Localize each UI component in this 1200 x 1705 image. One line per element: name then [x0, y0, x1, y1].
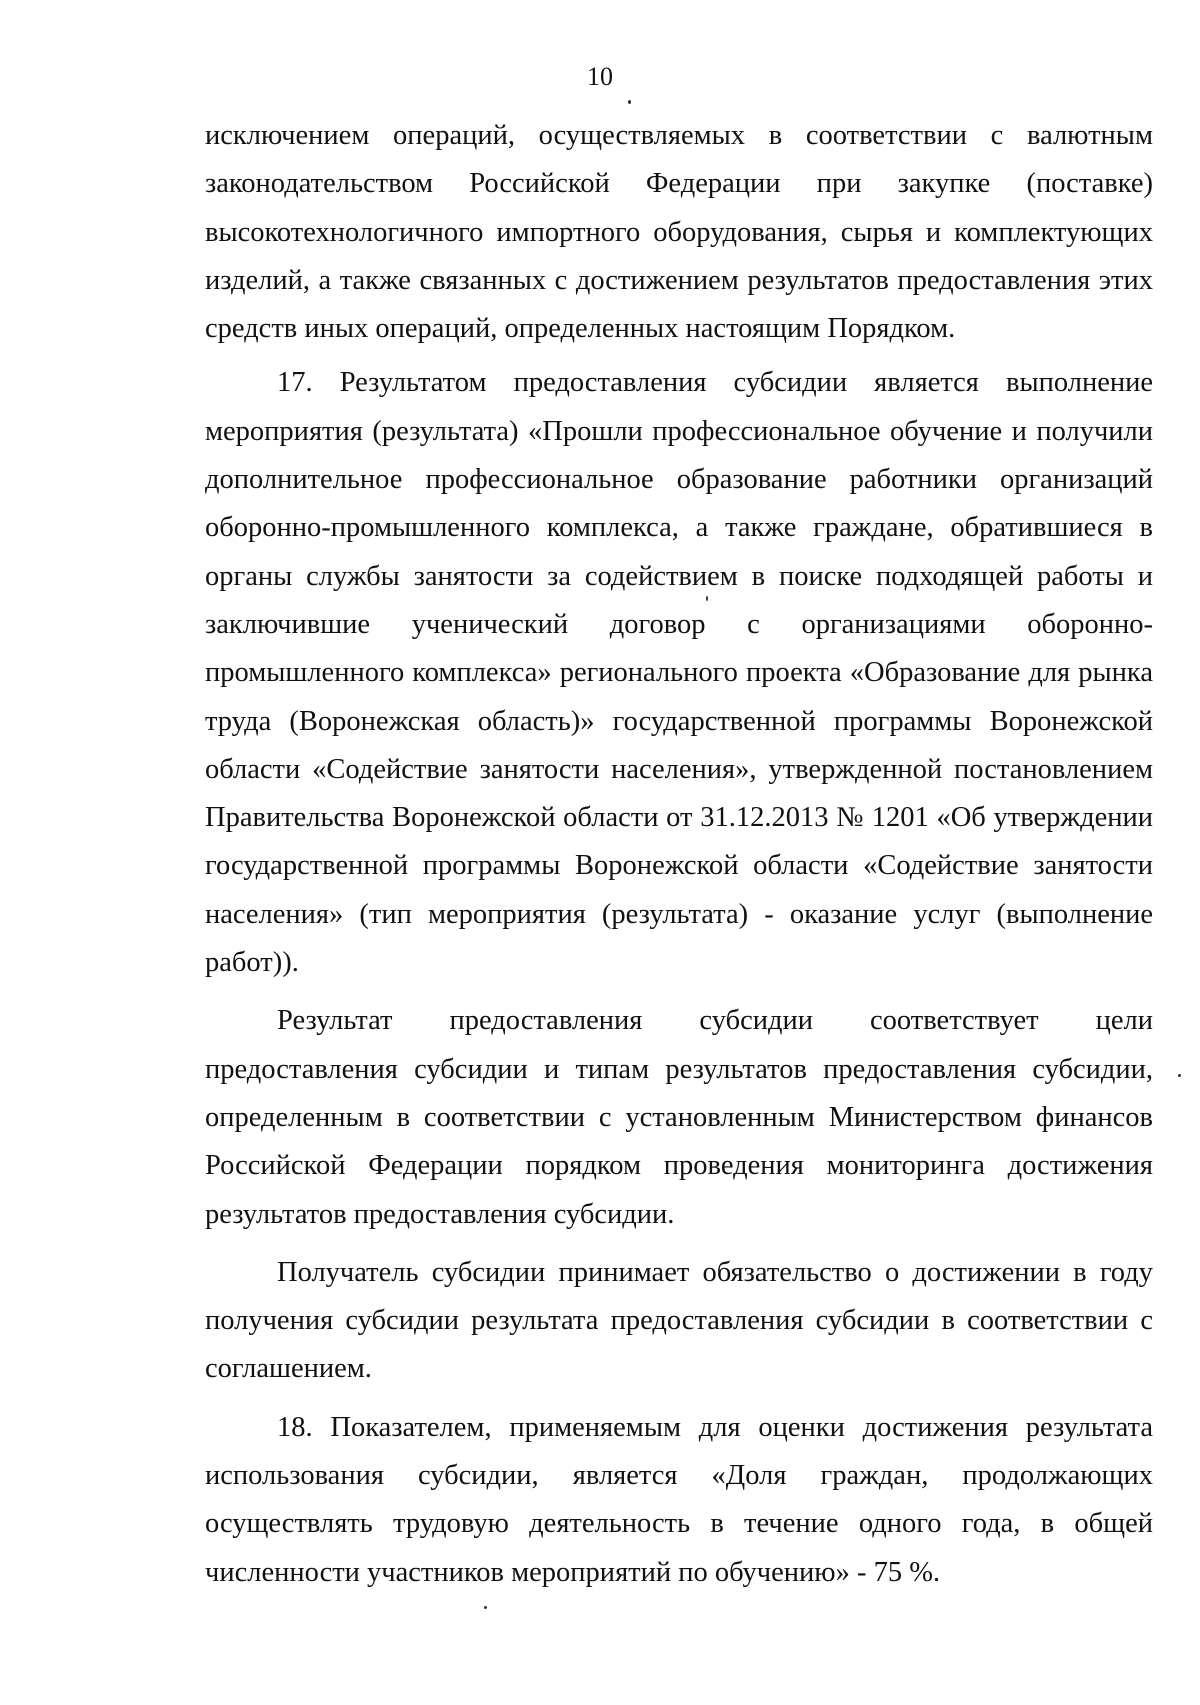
paragraph-18: [205, 1404, 1153, 1597]
text-line: Получатель субсидии принимает обязательство о достижении в году: [277, 1256, 1153, 1288]
page-number: 10: [587, 62, 613, 91]
paragraph-continuation: [205, 112, 1153, 353]
text-line: Российской Федерации порядком проведения мониторинга достижения: [205, 1150, 1153, 1182]
paragraph-result: [205, 997, 1153, 1238]
text-line: 17. Результатом предоставления субсидии является выполнение: [277, 367, 1153, 399]
text-line: труда (Воронежская область)» государственной программы Воронежской: [205, 705, 1153, 737]
text-line: мероприятия (результата) «Прошли профессиональное обучение и получили: [205, 415, 1153, 447]
text-line: населения» (тип мероприятия (результата) - оказание услуг (выполнение: [205, 898, 1153, 930]
text-line: заключившие ученический договор с организациями оборонно-: [205, 608, 1153, 640]
scan-speck: [628, 100, 631, 104]
text-line: Правительства Воронежской области от 31.12.2013 № 1201 «Об утверждении: [205, 802, 1153, 834]
paragraph-17: [205, 359, 1153, 987]
text-line: высокотехнологичного импортного оборудования, сырья и комплектующих: [205, 216, 1153, 248]
text-line: Результат предоставления субсидии соответствует цели: [277, 1005, 1153, 1037]
scan-speck: [484, 1606, 487, 1609]
document-body: [205, 112, 1153, 1597]
text-line: использования субсидии, является «Доля граждан, продолжающих: [205, 1460, 1153, 1492]
scan-speck: [1178, 1074, 1181, 1077]
text-line: 18. Показателем, применяемым для оценки достижения результата: [277, 1411, 1153, 1443]
text-line: законодательством Российской Федерации при закупке (поставке): [205, 168, 1153, 200]
text-line: определенным в соответствии с установленным Министерством финансов: [205, 1101, 1153, 1133]
text-line: дополнительное профессиональное образование работники организаций: [205, 464, 1153, 496]
text-line: средств иных операций, определенных настоящим Порядком.: [205, 313, 956, 345]
text-line: работ)).: [205, 947, 299, 979]
text-line: изделий, а также связанных с достижением результатов предоставления этих: [205, 264, 1153, 296]
text-line: области «Содействие занятости населения», утвержденной постановлением: [205, 753, 1153, 785]
text-line: осуществлять трудовую деятельность в течение одного года, в общей: [205, 1508, 1153, 1540]
scan-speck: [706, 596, 708, 601]
text-line: оборонно-промышленного комплекса, а также граждане, обратившиеся в: [205, 512, 1153, 544]
text-line: исключением операций, осуществляемых в соответствии с валютным: [205, 120, 1153, 151]
paragraph-obligation: [205, 1249, 1153, 1394]
text-line: численности участников мероприятий по обучению» - 75 %.: [205, 1556, 941, 1588]
text-line: соглашением.: [205, 1353, 372, 1385]
text-line: государственной программы Воронежской области «Содействие занятости: [205, 850, 1153, 882]
text-line: результатов предоставления субсидии.: [205, 1198, 675, 1230]
text-line: получения субсидии результата предоставления субсидии в соответствии с: [205, 1305, 1153, 1337]
text-line: органы службы занятости за содействием в поиске подходящей работы и: [205, 560, 1153, 592]
text-line: предоставления субсидии и типам результатов предоставления субсидии,: [205, 1053, 1153, 1085]
text-line: промышленного комплекса» регионального проекта «Образование для рынка: [205, 657, 1153, 689]
